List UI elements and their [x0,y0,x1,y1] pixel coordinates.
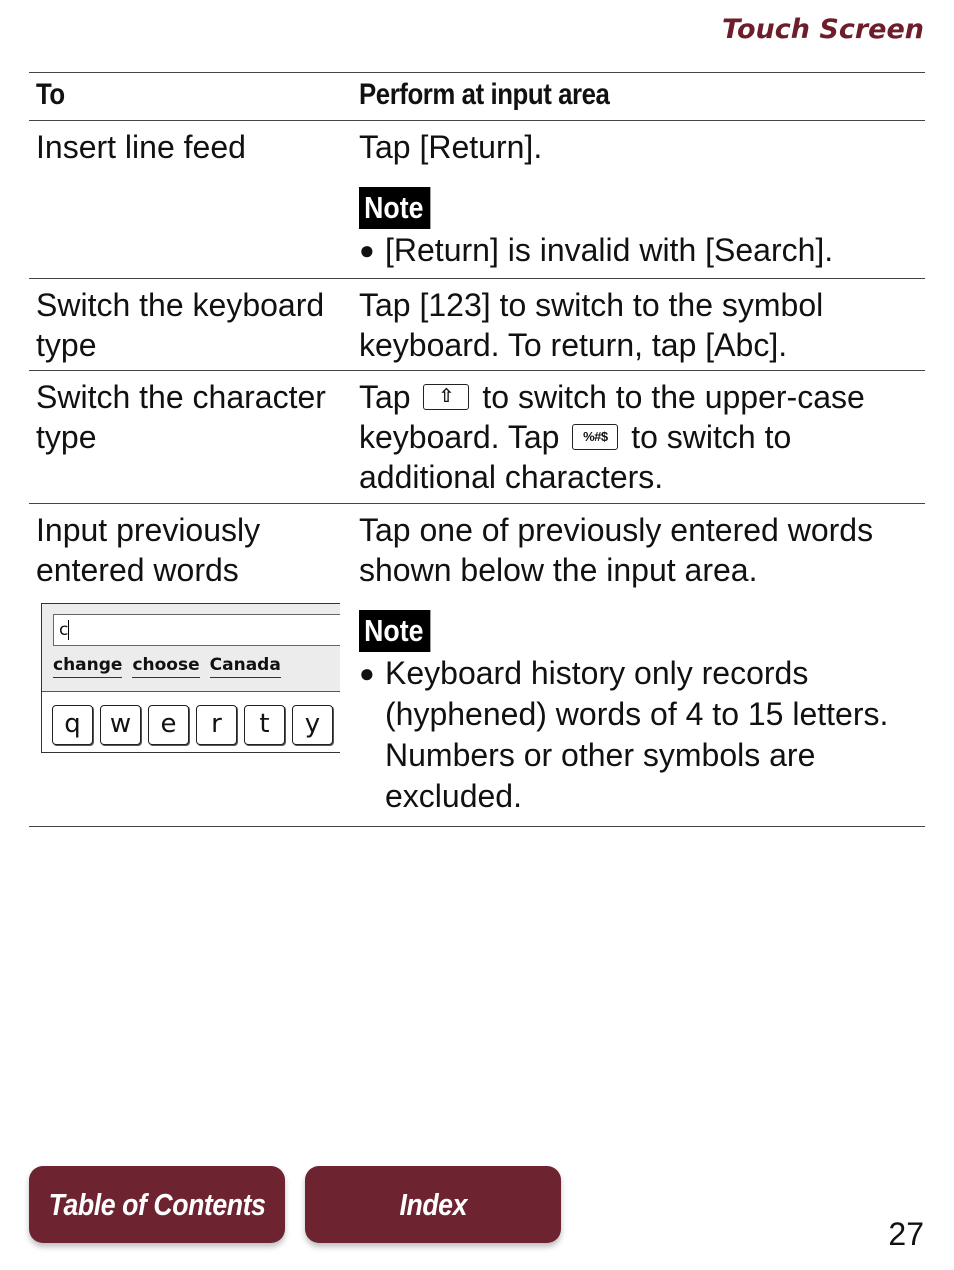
note-label: Note [359,610,430,652]
suggestion-word: Canada [210,653,281,678]
text-caret [68,620,69,640]
row-to-label: Input previously [36,512,261,548]
bullet-icon: ● [359,658,375,688]
key-w: w [100,705,141,745]
note-item: ● [Return] is invalid with [Search]. [359,230,919,271]
table-of-contents-button[interactable]: Table of Contents [29,1166,285,1243]
row-perform-text: Tap [123] to switch to the symbol [359,287,824,323]
word-suggestions [53,653,281,678]
row-perform-text: Tap one of previously entered words [359,512,874,548]
note-label: Note [359,187,430,229]
table-row: Switch the character type Tap ⇧ to switch to the upper-case keyboard. Tap %#$ to switch to additional characters. [29,371,925,504]
keyboard-input-field: c [53,614,340,646]
header-to: To [36,78,65,111]
note-item: ● Keyboard history only records (hyphened) words of 4 to 15 letters. Numbers or other symbols are excluded. [359,653,919,817]
key-r: r [196,705,237,745]
suggestion-word: choose [132,653,199,678]
operations-table [29,72,925,827]
suggestion-word: change [53,653,122,678]
keyboard-keys [52,705,333,745]
key-q: q [52,705,93,745]
bullet-icon: ● [359,235,375,265]
row-to-label: Switch the character [36,379,326,415]
row-perform-text: Tap ⇧ to switch to the upper-case [359,379,865,415]
row-to-label: Insert line feed [36,129,246,165]
table-row: Input previously entered words c change choose Canada q w e r t y Tap one of previously entered words shown below the input area. Note ● Keyboard history only records (hyphened) words of 4 to 15 letters. Numbers or other symbols are excluded. [29,504,925,827]
key-y: y [292,705,333,745]
symbol-key-icon: %#$ [572,424,618,450]
table-row: Switch the keyboard type Tap [123] to switch to the symbol keyboard. To return, tap [Abc]. [29,279,925,371]
key-e: e [148,705,189,745]
page-number: 27 [888,1216,924,1252]
key-t: t [244,705,285,745]
keyboard-illustration [41,603,340,753]
table-row [29,121,925,279]
row-to-label: Switch the keyboard [36,287,325,323]
header-perform: Perform at input area [359,78,610,111]
section-title: Touch Screen [722,14,924,45]
shift-key-icon: ⇧ [423,384,469,410]
table-header [29,73,925,121]
index-button[interactable]: Index [305,1166,561,1243]
row-perform-text: Tap [Return]. [359,129,543,165]
